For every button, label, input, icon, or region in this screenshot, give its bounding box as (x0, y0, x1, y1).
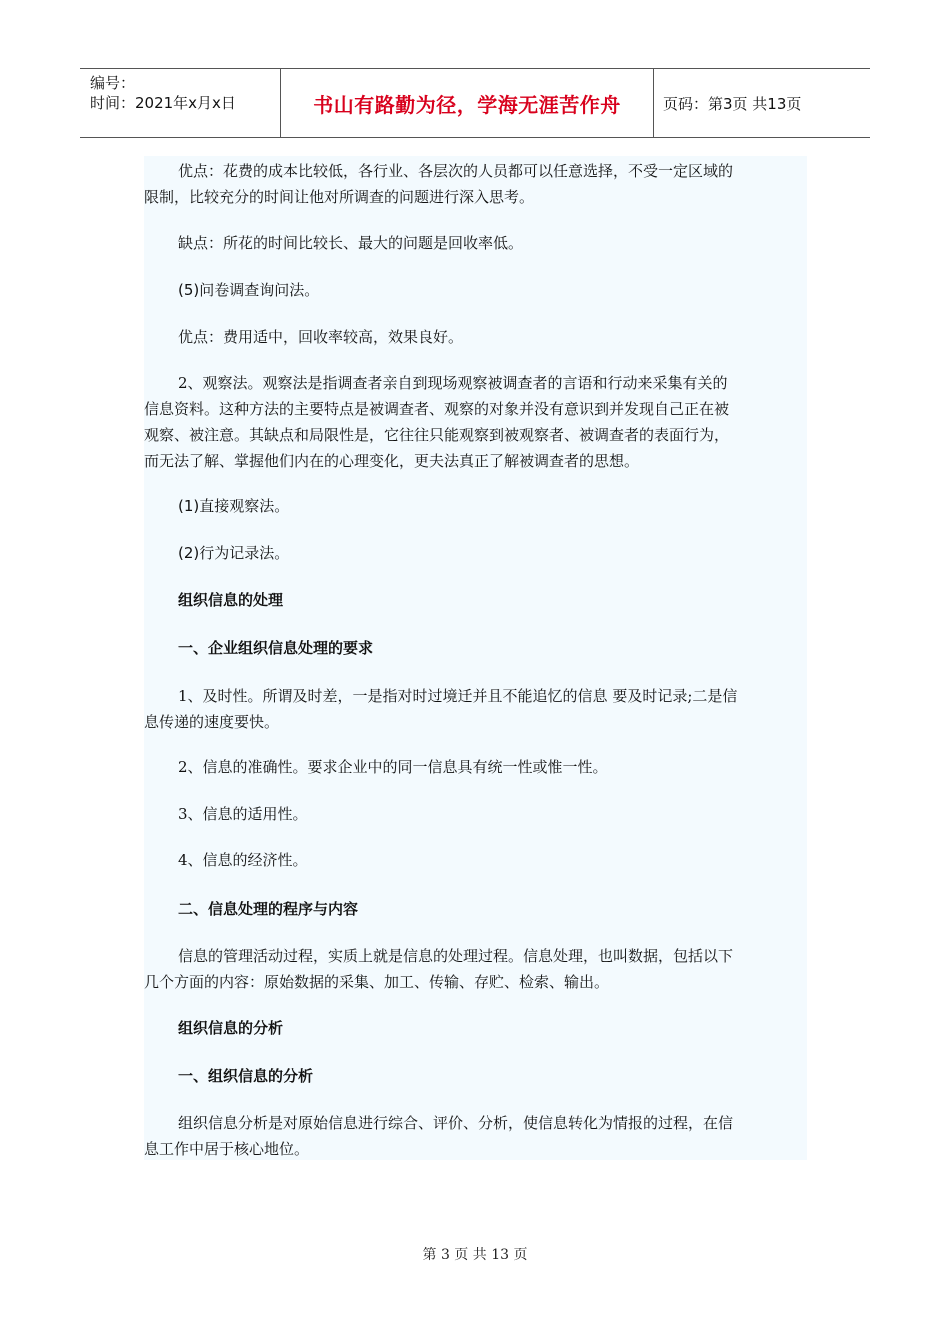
paragraph-processing-content: 信息的管理活动过程，实质上就是信息的处理过程。信息处理，也叫数据，包括以下 几个方面的内容：原始数据的采集、加工、传输、存贮、检索、输出。 (144, 947, 734, 991)
heading-processing-procedure: 二、信息处理的程序与内容 (178, 900, 359, 918)
header-motto: 书山有路勤为径，学海无涯苦作舟 (281, 69, 654, 137)
heading-info-analysis-section: 一、组织信息的分析 (178, 1067, 314, 1085)
heading-info-analysis: 组织信息的分析 (178, 1019, 284, 1037)
paragraph-economy: 4、信息的经济性。 (178, 851, 308, 869)
header-meta (80, 69, 281, 137)
paragraph-analysis-definition: 组织信息分析是对原始信息进行综合、评价、分析，使信息转化为情报的过程，在信 息工作中居于核心地位。 (144, 1114, 734, 1158)
document-time-label: 时间：2021年x月x日 (90, 94, 236, 112)
paragraph-questionnaire-advantages: 优点：费用适中，回收率较高，效果良好。 (178, 328, 464, 346)
paragraph-direct-observation: (1)直接观察法。 (178, 497, 290, 515)
heading-processing-requirements: 一、企业组织信息处理的要求 (178, 639, 374, 657)
page-footer: 第 3 页 共 13 页 (422, 1247, 528, 1263)
paragraph-behavior-recording: (2)行为记录法。 (178, 544, 290, 562)
document-number-label: 编号： (90, 74, 136, 92)
paragraph-questionnaire-method: (5)问卷调查询问法。 (178, 281, 320, 299)
paragraph-timeliness: 1、及时性。所谓及时差，一是指对时过境迁并且不能追忆的信息 要及时记录;二是信 息传递的速度要快。 (144, 687, 738, 731)
paragraph-applicability: 3、信息的适用性。 (178, 805, 308, 823)
page-header (80, 68, 870, 138)
document-body (144, 156, 807, 1160)
paragraph-advantages-mail: 优点：花费的成本比较低，各行业、各层次的人员都可以任意选择，不受一定区域的 限制，比较充分的时间让他对所调查的问题进行深入思考。 (144, 162, 734, 206)
heading-info-processing: 组织信息的处理 (178, 591, 284, 609)
paragraph-accuracy: 2、信息的准确性。要求企业中的同一信息具有统一性或惟一性。 (178, 758, 608, 776)
paragraph-disadvantages: 缺点：所花的时间比较长、最大的问题是回收率低。 (178, 234, 524, 252)
paragraph-observation-method: 2、观察法。观察法是指调查者亲自到现场观察被调查者的言语和行动来采集有关的 信息资料。这种方法的主要特点是被调查者、观察的对象并没有意识到并发现自己正在被 观察、被注意。其缺点和局限性是，它往往只能观察到被观察者、被调查者的表面行为， 而无法了解、掌握他们内在的心理变化，更夫法真正了解被调查者的思想。 (144, 374, 730, 470)
header-page-info: 页码：第3页 共13页 (663, 94, 802, 113)
